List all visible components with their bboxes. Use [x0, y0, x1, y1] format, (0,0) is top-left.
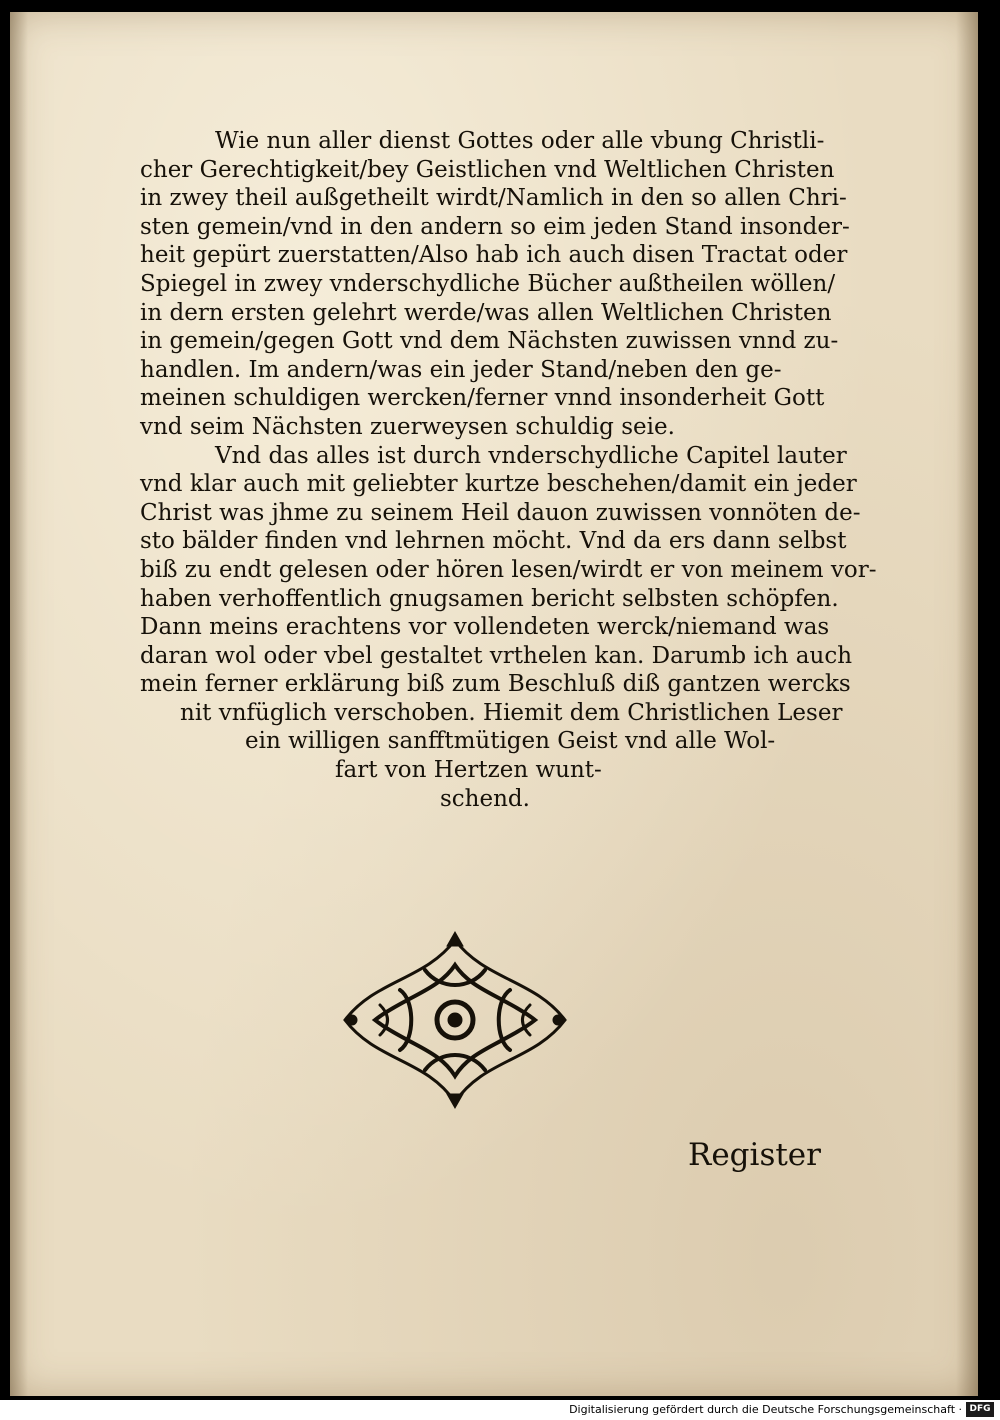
text-line: ein willigen sanfftmütigen Geist vnd alle Wol- [245, 728, 776, 755]
text-line: Dann meins erachtens vor vollendeten werck/niemand was [140, 614, 830, 641]
text-line: in dern ersten gelehrt werde/was allen Weltlichen Christen [140, 299, 832, 326]
text-line: Vnd das alles ist durch vnderschydliche Capitel lauter [215, 442, 847, 469]
text-line: daran wol oder vbel gestaltet vrthelen kan. Darumb ich auch [140, 642, 853, 669]
text-line: mein ferner erklärung biß zum Beschluß diß gantzen wercks [140, 671, 851, 698]
footer-bar [0, 1400, 1000, 1420]
text-line: meinen schuldigen wercken/ferner vnnd insonderheit Gott [140, 385, 825, 412]
text-line: Wie nun aller dienst Gottes oder alle vbung Christli- [215, 128, 825, 154]
text-line: vnd seim Nächsten zuerweysen schuldig seie. [140, 413, 675, 440]
text-line: cher Gerechtigkeit/bey Geistlichen vnd Weltlichen Christen [140, 156, 835, 183]
text-line: nit vnfüglich verschoben. Hiemit dem Christlichen Leser [180, 699, 843, 726]
printers-ornament-icon [340, 930, 570, 1110]
text-line: vnd klar auch mit geliebter kurtze beschehen/damit ein jeder [140, 471, 857, 498]
text-line: in gemein/gegen Gott vnd dem Nächsten zuwissen vnnd zu- [140, 328, 839, 355]
text-line: Spiegel in zwey vnderschydliche Bücher außtheilen wöllen/ [140, 270, 836, 297]
text-line: handlen. Im andern/was ein jeder Stand/neben den ge- [140, 356, 782, 383]
page-gutter-shadow [10, 12, 28, 1396]
text-line: heit gepürt zuerstatten/Also hab ich auch disen Tractat oder [140, 242, 848, 269]
book-page [10, 12, 978, 1396]
text-line: in zwey theil außgetheilt wirdt/Namlich in den so allen Chri- [140, 185, 847, 212]
text-line: biß zu endt gelesen oder hören lesen/wirdt er von meinem vor- [140, 556, 877, 583]
text-line: schend. [440, 785, 530, 812]
text-line: Christ was jhme zu seinem Heil dauon zuwissen vonnöten de- [140, 499, 861, 526]
text-line: haben verhoffentlich gnugsamen bericht selbsten schöpfen. [140, 585, 839, 612]
body-text [140, 127, 877, 813]
text-line: sto bälder finden vnd lehrnen möcht. Vnd da ers dann selbst [140, 528, 847, 555]
text-line: fart von Hertzen wunt- [335, 757, 602, 784]
catchword: Register [688, 1137, 821, 1173]
funding-notice: Digitalisierung gefördert durch die Deutsche Forschungsgemeinschaft · [569, 1403, 962, 1416]
page-edge-shadow [956, 12, 978, 1396]
text-line: sten gemein/vnd in den andern so eim jeden Stand insonder- [140, 213, 850, 240]
dfg-logo-icon: DFG [966, 1402, 994, 1417]
